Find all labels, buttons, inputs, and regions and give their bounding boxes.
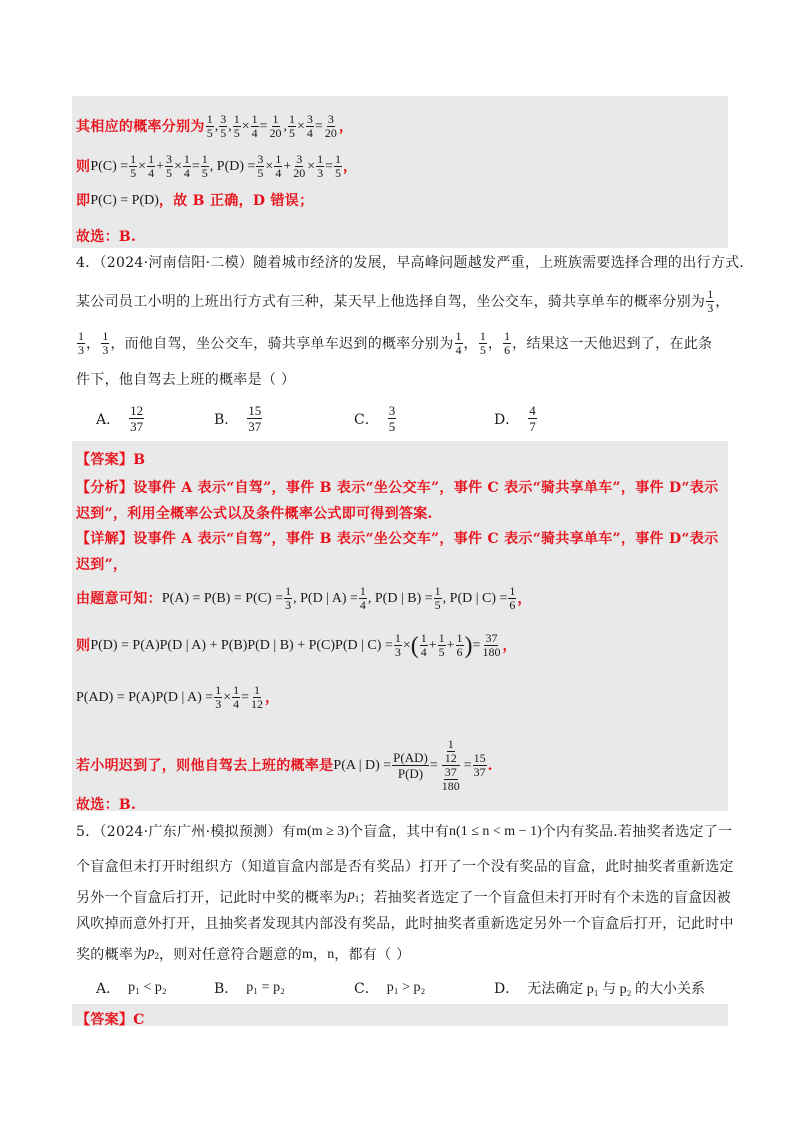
fraction-denominator: 5: [388, 419, 396, 434]
fraction: [250, 684, 264, 711]
fraction: [503, 330, 511, 357]
fraction-denominator: 20: [269, 126, 282, 140]
fraction-numerator: 15: [248, 403, 262, 418]
q4-analysis-line-2: [76, 504, 728, 524]
q4-stem-line-2: [76, 288, 728, 315]
math-run: , P(D | C) =: [442, 590, 508, 606]
fraction-numerator: 4: [529, 403, 536, 418]
fraction-denominator: 4: [306, 126, 313, 140]
fraction-denominator: 4: [183, 166, 190, 180]
fraction: [324, 113, 338, 140]
fraction-numerator: 1: [183, 152, 190, 166]
fraction-numerator: 1: [148, 152, 155, 166]
fraction-numerator: 1: [438, 631, 445, 645]
fraction: [201, 153, 209, 180]
fraction: [233, 113, 241, 140]
var-subscript: 2: [154, 951, 159, 961]
fraction-denominator: 3: [707, 301, 714, 315]
q5-stem-line-2: [76, 857, 734, 877]
math-run: , P(D) =: [209, 158, 256, 174]
choice-line-1: [76, 227, 728, 247]
fraction-denominator: 5: [257, 166, 264, 180]
fraction: [284, 585, 292, 612]
q4-stem-line-4: [76, 370, 728, 390]
pc-pd-line: [76, 153, 728, 180]
compound-fraction: [439, 738, 463, 793]
fraction-numerator: 1: [455, 329, 462, 343]
text-run: 即: [76, 193, 91, 209]
fraction: [508, 585, 516, 612]
text-run: 4．（2024·河南信阳·二模）随着城市经济的发展，早高峰问题越发严重，上班族需要选择合理的出行方式.: [76, 255, 745, 271]
option-label: D．: [494, 411, 520, 428]
fraction-denominator: 180: [482, 645, 501, 659]
math-run: ,: [214, 118, 219, 134]
fraction-denominator: 4: [251, 126, 258, 140]
fraction-denominator: 4: [455, 343, 462, 357]
fraction: [316, 153, 324, 180]
math-run: +: [428, 637, 437, 653]
fraction-numerator: 3: [296, 152, 303, 166]
text-run: 【答案】B: [76, 452, 146, 468]
text-run: 则: [76, 158, 91, 175]
fraction: [101, 330, 109, 357]
fraction-denominator: 12: [251, 697, 264, 711]
math-run: ×: [173, 158, 182, 174]
text-run: 则: [76, 637, 91, 654]
fraction-numerator: 37: [485, 631, 498, 645]
fraction: [434, 585, 442, 612]
text-run: ，: [487, 335, 503, 352]
fraction-numerator: 1: [317, 152, 324, 166]
text-run: ；若抽奖者选定了一个盲盒但未打开时有个未选的盲盒因被: [359, 889, 732, 906]
option-label: C．: [354, 981, 379, 997]
option-expression: p₁ < p₂: [128, 980, 167, 995]
fraction-numerator: 1: [335, 152, 342, 166]
subscript-var: [348, 886, 360, 909]
fraction: [481, 632, 501, 659]
fraction: [269, 113, 283, 140]
fraction: [359, 585, 367, 612]
fraction-numerator: 1: [285, 584, 292, 598]
math-run: P(D) = P(A)P(D | A) + P(B)P(D | B) + P(C)P(D | C) =: [90, 637, 393, 653]
text-run: 故选：B.: [76, 229, 137, 245]
text-run: 个盲盒，其中有: [348, 824, 450, 840]
q4-option-d: [494, 403, 538, 434]
fraction: [706, 288, 714, 315]
fraction-numerator: 1: [479, 329, 486, 343]
q5-stem-line-4: [76, 914, 734, 934]
math-run: +: [283, 158, 292, 174]
fraction-denominator: 20: [293, 166, 306, 180]
fraction: [206, 113, 214, 140]
fraction-numerator: 3: [388, 403, 396, 418]
q4-detail-line-1: [76, 529, 728, 549]
fraction-denominator: 5: [201, 166, 208, 180]
q5-stem-line-3: [76, 886, 732, 909]
conclusion-line: [76, 191, 728, 211]
fraction: [165, 153, 173, 180]
fraction-numerator: 1: [504, 329, 511, 343]
fraction: [438, 632, 446, 659]
text-run: ，则对任意符合题意的: [159, 946, 302, 963]
fraction-numerator: 1: [102, 329, 109, 343]
option-label: B．: [214, 411, 239, 428]
fraction-numerator: 1: [233, 112, 240, 126]
math-run: m(m ≥ 3): [296, 824, 349, 839]
option-label: A．: [96, 981, 121, 997]
inner-fraction: [444, 738, 458, 765]
text-run: 个内有奖品.若抽奖者选定了一: [541, 824, 733, 840]
math-run: P(C) =: [90, 158, 129, 174]
text-run: 由题意可知：: [76, 590, 162, 607]
text-run: 某公司员工小明的上班出行方式有三种，某天早上他选择自驾，坐公交车，骑共享单车的概率分别为: [76, 293, 706, 310]
fraction-numerator: 1: [509, 584, 516, 598]
q4-option-c: [354, 403, 397, 434]
var-subscript: 1: [354, 894, 360, 904]
math-run: ,: [228, 118, 232, 134]
q4-total-prob-line: [76, 632, 728, 659]
text-run: 风吹掉而意外打开，且抽奖者发现其内部没有奖品，此时抽奖者重新选定另外一个盲盒后打开，记此时中: [76, 916, 734, 932]
math-run: ×: [241, 118, 250, 134]
math-run: ×: [307, 158, 316, 174]
fraction-denominator: 5: [438, 645, 445, 659]
fraction-denominator: 12: [444, 751, 457, 765]
text-run: ，: [265, 689, 280, 706]
math-run: ×: [223, 689, 232, 705]
fraction: [219, 113, 227, 140]
inner-fraction: [441, 766, 461, 793]
option-fraction: [528, 403, 537, 434]
fraction-numerator: 1: [275, 152, 282, 166]
fraction: [214, 684, 222, 711]
text-run: 【详解】设事件 A 表示“自驾”，事件 B 表示“坐公交车”，事件 C 表示“骑共享单车”，事件 D“表示: [76, 531, 719, 547]
text-run: 【答案】C: [76, 1012, 145, 1028]
q4-option-b: [214, 403, 263, 434]
fraction-numerator: 1: [420, 631, 427, 645]
math-run: =: [472, 637, 481, 653]
q4-stem-line-3: [76, 330, 728, 357]
text-run: ，而他自驾，坐公交车，骑共享单车迟到的概率分别为: [110, 335, 454, 352]
fraction: [147, 153, 155, 180]
fraction-denominator: 5: [220, 126, 227, 140]
fraction-denominator: 3: [394, 645, 401, 659]
fraction: [251, 113, 259, 140]
fraction-denominator: 4: [275, 166, 282, 180]
fraction-numerator: 1: [233, 683, 240, 697]
subscript-var: [148, 943, 160, 966]
q5-option-a: [96, 978, 167, 998]
fraction: [256, 153, 264, 180]
fraction-denominator: 37: [130, 419, 144, 434]
fraction-denominator: 37: [473, 765, 486, 779]
math-run: ×: [138, 158, 147, 174]
fraction: [334, 153, 342, 180]
fraction-numerator: 1: [394, 631, 401, 645]
fraction-numerator: [442, 738, 460, 766]
option-expression: p₁ > p₂: [386, 980, 426, 995]
math-run: , P(D | A) =: [293, 590, 358, 606]
fraction-numerator: 3: [165, 152, 172, 166]
fraction-denominator: 6: [456, 645, 463, 659]
fraction-numerator: 1: [447, 737, 454, 751]
fraction-denominator: 3: [285, 598, 292, 612]
fraction-denominator: 5: [479, 343, 486, 357]
option-label: D．: [494, 981, 520, 997]
fraction-numerator: 3: [257, 152, 264, 166]
math-run: ×: [297, 118, 305, 134]
text-run: ，: [312, 946, 328, 963]
math-run: ,: [283, 118, 288, 134]
text-run: ，结果这一天他迟到了，在此条: [512, 335, 713, 352]
q4-option-a: [96, 403, 145, 434]
q4-cond-line: [76, 738, 728, 793]
text-run: ，都有（ ）: [334, 946, 411, 963]
option-label: B．: [214, 981, 239, 997]
fraction: [288, 113, 296, 140]
text-run: 件下，他自驾去上班的概率是（ ）: [76, 372, 296, 388]
var-letter: p: [347, 888, 355, 903]
fraction-numerator: 3: [327, 112, 334, 126]
fraction-numerator: 1: [206, 112, 213, 126]
text-run: ，: [343, 158, 358, 175]
fraction-numerator: 1: [201, 152, 208, 166]
fraction-numerator: 1: [130, 152, 137, 166]
text-run: 另外一个盲盒后打开，记此时中奖的概率为: [76, 889, 348, 906]
fraction-numerator: 1: [359, 584, 366, 598]
math-run: m: [302, 946, 313, 962]
q5-stem-line-5: [76, 943, 728, 966]
math-run: ×: [402, 637, 411, 653]
fraction-denominator: 37: [248, 419, 262, 434]
text-run: ，: [502, 637, 517, 654]
option-label: C．: [354, 411, 379, 428]
text-run: 故选：B.: [76, 797, 137, 813]
math-run: =: [463, 757, 472, 773]
math-run: =: [325, 158, 334, 174]
q5-option-d: [494, 978, 705, 998]
choice-line-2: [76, 795, 728, 815]
q5-answer-line: [76, 1010, 728, 1030]
fraction-denominator: 5: [335, 166, 342, 180]
q4-given-line: [76, 585, 728, 612]
math-run: +: [156, 158, 164, 174]
text-run: ，故 B 正确，D 错误；: [158, 193, 314, 209]
math-run: P(A) = P(B) = P(C) =: [161, 590, 284, 606]
fraction-denominator: 4: [148, 166, 155, 180]
fraction-numerator: 3: [220, 112, 227, 126]
fraction-denominator: 5: [165, 166, 172, 180]
q4-joint-line: [76, 684, 728, 711]
fraction-denominator: 7: [529, 419, 536, 434]
text-run: 个盲盒但未打开时组织方（知道盲盒内部是否有奖品）打开了一个没有奖品的盲盒，此时抽奖者重新选定: [76, 859, 734, 875]
option-expression: p₁ = p₂: [246, 980, 285, 995]
fraction-denominator: 5: [130, 166, 137, 180]
q4-analysis-line-1: [76, 478, 728, 498]
fraction-numerator: 1: [254, 683, 261, 697]
q5-option-c: [354, 978, 425, 998]
fraction-numerator: 1: [456, 631, 463, 645]
fraction: [479, 330, 487, 357]
fraction-denominator: 3: [78, 343, 84, 357]
option-fraction: [129, 403, 144, 434]
fraction: [274, 153, 282, 180]
text-run: ，: [517, 590, 532, 607]
math-run: =: [191, 158, 200, 174]
text-run: .: [487, 757, 493, 774]
fraction: [455, 330, 463, 357]
fraction-numerator: 3: [306, 112, 313, 126]
math-run: =: [314, 118, 323, 134]
prob-c-d-line: [76, 113, 728, 140]
fraction-denominator: 4: [233, 697, 240, 711]
option-expression: 无法确定 p₁ 与 p₂ 的大小关系: [527, 982, 705, 997]
fraction-denominator: 180: [441, 779, 460, 793]
fraction-denominator: 5: [289, 126, 296, 140]
fraction-denominator: 3: [102, 343, 109, 357]
fraction-numerator: 37: [444, 765, 457, 779]
fraction: [394, 632, 402, 659]
fraction: [392, 750, 429, 781]
text-run: ，: [715, 293, 730, 310]
text-run: 奖的概率为: [76, 946, 148, 963]
q5-stem-line-1: [76, 822, 733, 842]
fraction-denominator: [439, 766, 463, 793]
fraction-numerator: 1: [215, 683, 222, 697]
q4-answer-line: [76, 450, 728, 470]
fraction-numerator: 1: [289, 112, 296, 126]
q4-stem-line-1: [76, 253, 745, 273]
fraction-numerator: 1: [251, 112, 258, 126]
fraction: [306, 113, 314, 140]
text-run: 【分析】设事件 A 表示“自驾”，事件 B 表示“坐公交车”，事件 C 表示“骑共享单车”，事件 D“表示: [76, 480, 719, 496]
text-run: 迟到”，利用全概率公式以及条件概率公式即可得到答案.: [76, 506, 433, 522]
math-run: P(AD) = P(A)P(D | A) =: [76, 689, 214, 705]
fraction: [456, 632, 464, 659]
option-fraction: [247, 403, 262, 434]
var-letter: p: [147, 945, 155, 960]
text-run: 若小明迟到了，则他自驾去上班的概率是: [76, 757, 334, 774]
option-fraction: [388, 403, 397, 434]
math-run: n(1 ≤ n < m − 1): [449, 824, 542, 839]
text-run: ，: [338, 118, 354, 135]
text-run: 其相应的概率分别为: [76, 118, 205, 135]
big-paren: ): [464, 632, 473, 659]
fraction-denominator: 5: [434, 598, 441, 612]
fraction-numerator: 1: [707, 287, 714, 301]
fraction-denominator: 3: [215, 697, 222, 711]
math-run: =: [241, 689, 250, 705]
fraction: [183, 153, 191, 180]
fraction-numerator: 15: [473, 751, 486, 765]
math-run: , P(D | B) =: [367, 590, 433, 606]
fraction-denominator: 4: [359, 598, 366, 612]
fraction: [420, 632, 428, 659]
math-run: P(A | D) =: [333, 757, 392, 773]
fraction: [473, 752, 487, 779]
math-run: ×: [265, 158, 274, 174]
fraction-numerator: 1: [272, 112, 279, 126]
fraction: [232, 684, 240, 711]
fraction-numerator: 1: [434, 584, 441, 598]
text-run: ，: [463, 335, 478, 352]
text-run: ，: [86, 335, 101, 352]
fraction-denominator: P(D): [397, 766, 424, 781]
math-run: =: [259, 118, 268, 134]
math-run: P(C) = P(D): [90, 193, 159, 208]
fraction-denominator: 20: [324, 126, 337, 140]
fraction-numerator: P(AD): [393, 750, 428, 765]
fraction-numerator: 12: [130, 403, 144, 418]
text-run: 5．（2024·广东广州·模拟预测）有: [76, 824, 297, 840]
fraction-denominator: 6: [509, 598, 516, 612]
math-run: n: [327, 946, 335, 962]
q5-option-b: [214, 978, 285, 998]
q4-detail-line-2: [76, 555, 728, 575]
fraction-denominator: 6: [504, 343, 511, 357]
text-run: 迟到”，: [76, 557, 128, 573]
fraction-numerator: 1: [78, 329, 84, 343]
fraction-denominator: 5: [206, 126, 213, 140]
math-run: +: [446, 637, 455, 653]
fraction-denominator: 5: [233, 126, 240, 140]
big-paren: (: [410, 632, 419, 659]
math-run: =: [429, 757, 438, 773]
fraction: [77, 330, 85, 357]
fraction-denominator: 4: [420, 645, 427, 659]
option-label: A．: [96, 411, 121, 428]
fraction: [129, 153, 137, 180]
fraction: [292, 153, 306, 180]
fraction-denominator: 3: [317, 166, 324, 180]
